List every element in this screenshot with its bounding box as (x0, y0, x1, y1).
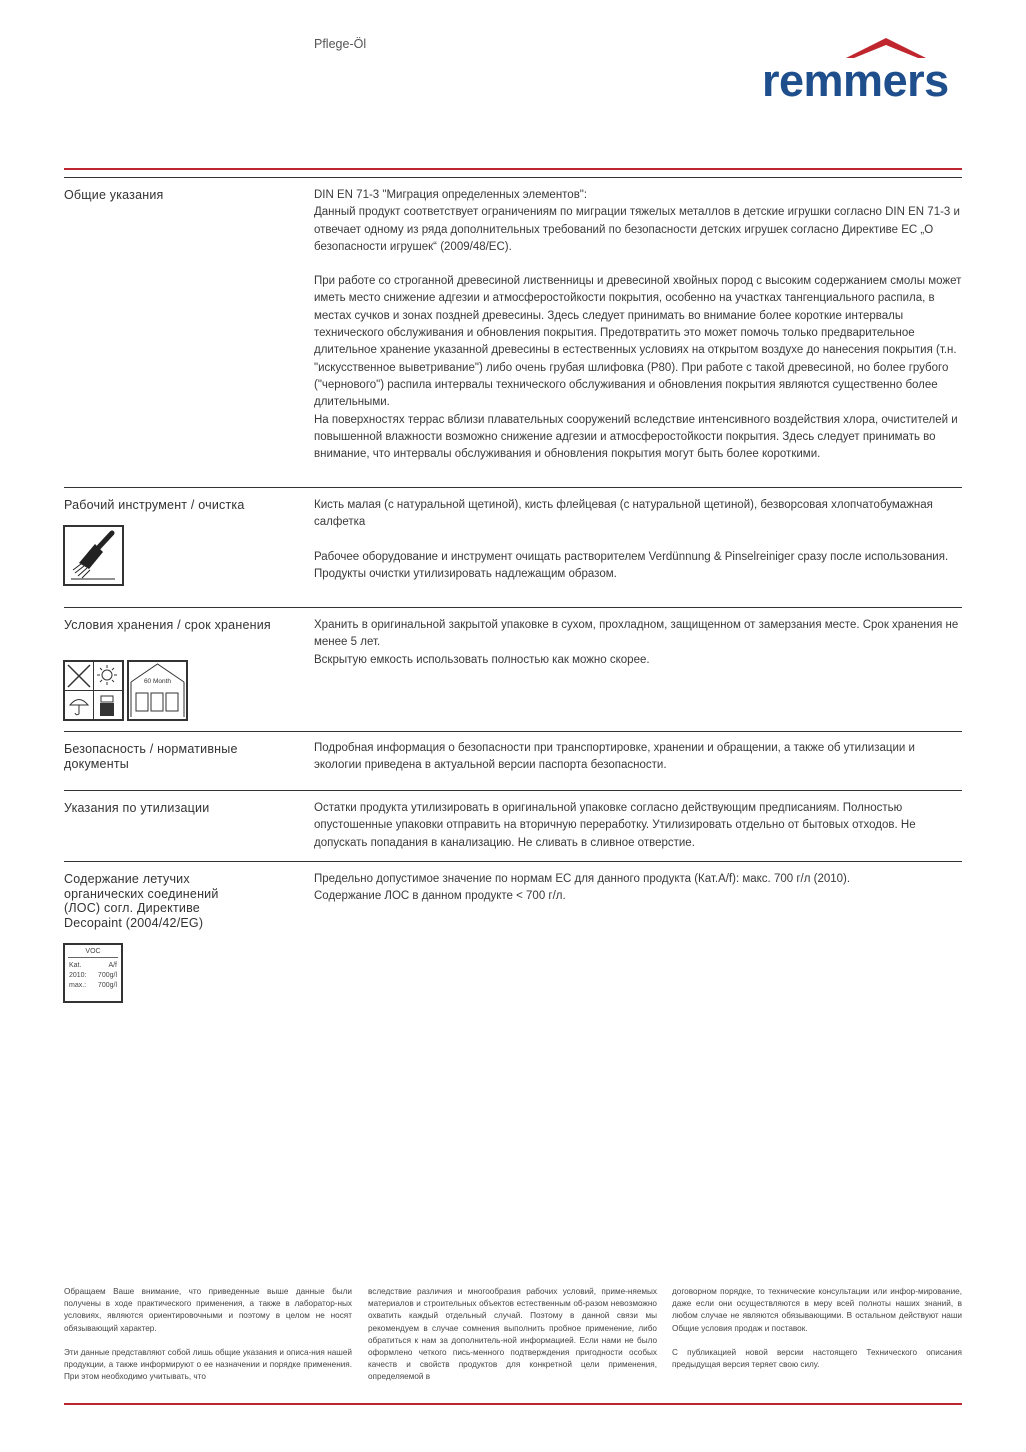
voc-pictogram (63, 943, 123, 1003)
brush-pictogram (63, 525, 124, 586)
paragraph: Подробная информация о безопасности при транспортировке, хранении и обращении, а также об утилизации и экологии приведена в актуальной версии паспорта безопасности. (314, 742, 915, 772)
voc-max-value: 700g/l (97, 982, 117, 989)
section-label-disposal: Указания по утилизации (64, 801, 210, 815)
paragraph: Хранить в оригинальной закрытой упаковке в сухом, прохладном, защищенном от замерзания месте. Срок хранения не менее 5 лет. (314, 619, 959, 649)
paragraph: Содержание ЛОС в данном продукте < 700 г/л. (314, 890, 566, 903)
footer-paragraph: договорном порядке, то технические консультации или инфор-мирование, даже если они осуществляются в меру всей полноты наших знаний, в любом случае не являются обязывающими. В остальном действуют наши Общие условия продаж и поставок. (672, 1287, 962, 1333)
voc-row-kat (65, 961, 121, 971)
section-divider (64, 861, 962, 862)
voc-max-label: max.: (69, 982, 87, 989)
section-label-safety: Безопасность / нормативные документы (64, 742, 238, 771)
section-label-voc: Содержание летучих органических соединений (ЛОС) согл. Директиве Decopaint (2004/42/EG) (64, 872, 219, 930)
header-red-rule (64, 168, 962, 170)
paragraph: DIN EN 71-3 "Миграция определенных элементов": (314, 189, 588, 201)
voc-row-year (65, 971, 121, 981)
paragraph: При работе со строганной древесиной лиственницы и древесиной хвойных пород с высоким содержанием смолы может иметь место снижение адгезии и атмосферостойкости покрытия, особенно на участках тангенциального распила, в местах сучков и зонах поздней древесины. Здесь следует принимать во внимание более короткие интервалы технического обслуживания и обновления покрытия. Предотвратить это может помочь только предварительное длительное хранение указанной древесины в естественных условиях на открытом воздухе до нанесения покрытия (т.н. "искусственное выветривание") либо очень грубая шлифовка (P80). При работе с такой древесиной, но более грубого ("чернового") распила интервалы технического обслуживания и обновления покрытия являются существенно более длительными. (314, 275, 962, 409)
paragraph: Кисть малая (с натуральной щетиной), кисть флейцевая (с натуральной щетиной), безворсовая хлопчатобумажная салфетка (314, 499, 933, 529)
section-divider (64, 487, 962, 488)
section-label-tools: Рабочий инструмент / очистка (64, 498, 245, 512)
header-dark-rule (64, 177, 962, 178)
paragraph: Остатки продукта утилизировать в оригинальной упаковке согласно действующим предписаниям. Полностью опустошенные упаковки отправить на вторичную переработку. Утилизировать отдельно от бытовых отходов. Не допускать попадания в канализацию. Не сливать в сливное отверстие. (314, 802, 916, 849)
paragraph: Данный продукт соответствует ограничениям по миграции тяжелых металлов в детские игрушки согласно DIN EN 71-3 и отвечает одному из ряда дополнительных требований по безопасности детских игрушек согласно Директиве ЕС „О безопасности игрушек“ (2009/48/EC). (314, 206, 960, 253)
paragraph: Рабочее оборудование и инструмент очищать растворителем Verdünnung & Pinselreiniger сразу после использования. (314, 550, 949, 563)
voc-year-value: 700g/l (97, 972, 117, 979)
voc-row-max (65, 981, 121, 991)
paragraph: Продукты очистки утилизировать надлежащим образом. (314, 567, 617, 580)
product-name: Pflege-Öl (314, 37, 367, 51)
section-divider (64, 790, 962, 791)
footer-column-2 (368, 1286, 657, 1396)
house-shelf-life-icon (129, 662, 186, 719)
section-body-disposal (314, 800, 962, 852)
logo-wordmark: remmers (762, 55, 949, 106)
voc-year-label: 2010: (69, 972, 87, 979)
section-divider (64, 731, 962, 732)
shelf-life-pictogram (127, 660, 188, 721)
voc-title: VOC (68, 948, 118, 958)
voc-kat-value: A/f (108, 962, 117, 969)
section-body-safety (314, 740, 962, 775)
section-label-storage: Условия хранения / срок хранения (64, 618, 271, 632)
paragraph: Вскрытую емкость использовать полностью как можно скорее. (314, 653, 650, 666)
brush-icon (65, 527, 122, 584)
footer-paragraph: Обращаем Ваше внимание, что приведенные выше данные были получены в ходе практического применения, а также в лаборатор-ных условиях, являются ориентировочными и поэтому в целом не носят обязывающий характер. (64, 1287, 352, 1333)
section-body-general (314, 187, 962, 463)
section-divider (64, 607, 962, 608)
section-body-tools (314, 497, 962, 583)
section-body-storage (314, 617, 962, 669)
footer-paragraph: С публикацией новой версии настоящего Технического описания предыдущая версия теряет свою силу. (672, 1347, 962, 1370)
section-label-general: Общие указания (64, 188, 164, 202)
storage-conditions-pictogram (63, 660, 124, 721)
voc-kat-label: Kat. (69, 962, 82, 969)
paragraph: Предельно допустимое значение по нормам ЕС для данного продукта (Кат.A/f): макс. 700 г/л (2010). (314, 873, 851, 885)
section-body-voc (314, 871, 962, 906)
footer-column-3 (672, 1286, 962, 1383)
remmers-logo (762, 36, 964, 106)
footer-paragraph: вследствие различия и многообразия рабочих условий, приме-няемых материалов и строительных объектов естественным об-разом невозможно охватить каждый отдельный случай. Поэтому в данной связи мы рекомендуем в случае сомнения выполнить пробное применение, либо обратиться к нам за дополнитель-ной информацией. Если нами не было оформлено четкого пись-менного подтверждения пригодности особых качеств и свойств продуктов для конкретной цели применения, определяемой в (368, 1287, 657, 1382)
footer-red-rule (64, 1403, 962, 1405)
shelf-life-label: 60 Month (143, 678, 172, 685)
footer-paragraph: Эти данные представляют собой лишь общие указания и описа-ния нашей продукции, а также информируют о ее назначении и порядке применения. При этом необходимо учитывать, что (64, 1347, 352, 1382)
storage-conditions-icon (65, 662, 122, 719)
footer-column-1 (64, 1286, 352, 1395)
paragraph: На поверхностях террас вблизи плавательных сооружений вследствие интенсивного воздействия хлора, очистителей и повышенной влажности возможно снижение адгезии и атмосферостойкости покрытия. Здесь следует принимать во внимание, что интервалы обслуживания и обновления покрытия могут быть более короткими. (314, 413, 958, 461)
